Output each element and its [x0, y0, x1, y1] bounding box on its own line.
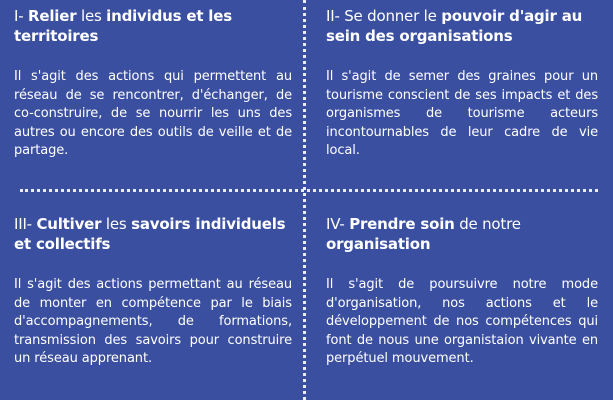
- title-part-bold: Prendre soin: [349, 215, 455, 233]
- section-body: Il s'agit des actions qui permettent au réseau de se rencontrer, d'échanger, de co-construire, de se nourrir les uns des autres ou encore des outils de veille et de partage.: [14, 69, 292, 158]
- title-part: II- Se donner le: [326, 7, 442, 25]
- title-part-bold: individus et les territoires: [14, 7, 232, 45]
- title-part: de notre: [454, 215, 521, 233]
- section-title: [326, 6, 598, 46]
- section-relier: [14, 6, 292, 161]
- title-part-bold: organisation: [326, 235, 431, 253]
- section-prendre-soin: [326, 214, 598, 369]
- title-part-bold: Cultiver: [36, 215, 102, 233]
- title-part-bold: savoirs individuels et collectifs: [14, 215, 286, 253]
- title-part-bold: Relier: [28, 7, 77, 25]
- title-part: III-: [14, 215, 37, 233]
- title-part-bold: pouvoir d'agir au sein des organisations: [326, 7, 583, 45]
- section-body: Il s'agit de semer des graines pour un tourisme conscient de ses impacts et des organismes de tourisme acteurs incontournables de leur cadre de vie local.: [326, 69, 598, 158]
- section-title: [14, 6, 292, 46]
- section-body: Il s'agit des actions permettant au réseau de monter en compétence par le biais d'accompagnements, de formations, transmission des savoirs pour construire un réseau apprenant.: [14, 277, 292, 366]
- title-part: les: [76, 7, 107, 25]
- section-title: [14, 214, 292, 254]
- section-title: [326, 214, 598, 254]
- title-part: les: [101, 215, 132, 233]
- horizontal-dotted-divider: [20, 189, 598, 192]
- section-cultiver: [14, 214, 292, 369]
- title-part: IV-: [326, 215, 350, 233]
- section-body: Il s'agit de poursuivre notre mode d'organisation, nos actions et le développement de nos compétences qui font de nous une organistaion vivante en perpétuel mouvement.: [326, 277, 598, 366]
- vertical-dotted-divider: [303, 0, 306, 400]
- title-part: I-: [14, 7, 29, 25]
- section-pouvoir-agir: [326, 6, 598, 161]
